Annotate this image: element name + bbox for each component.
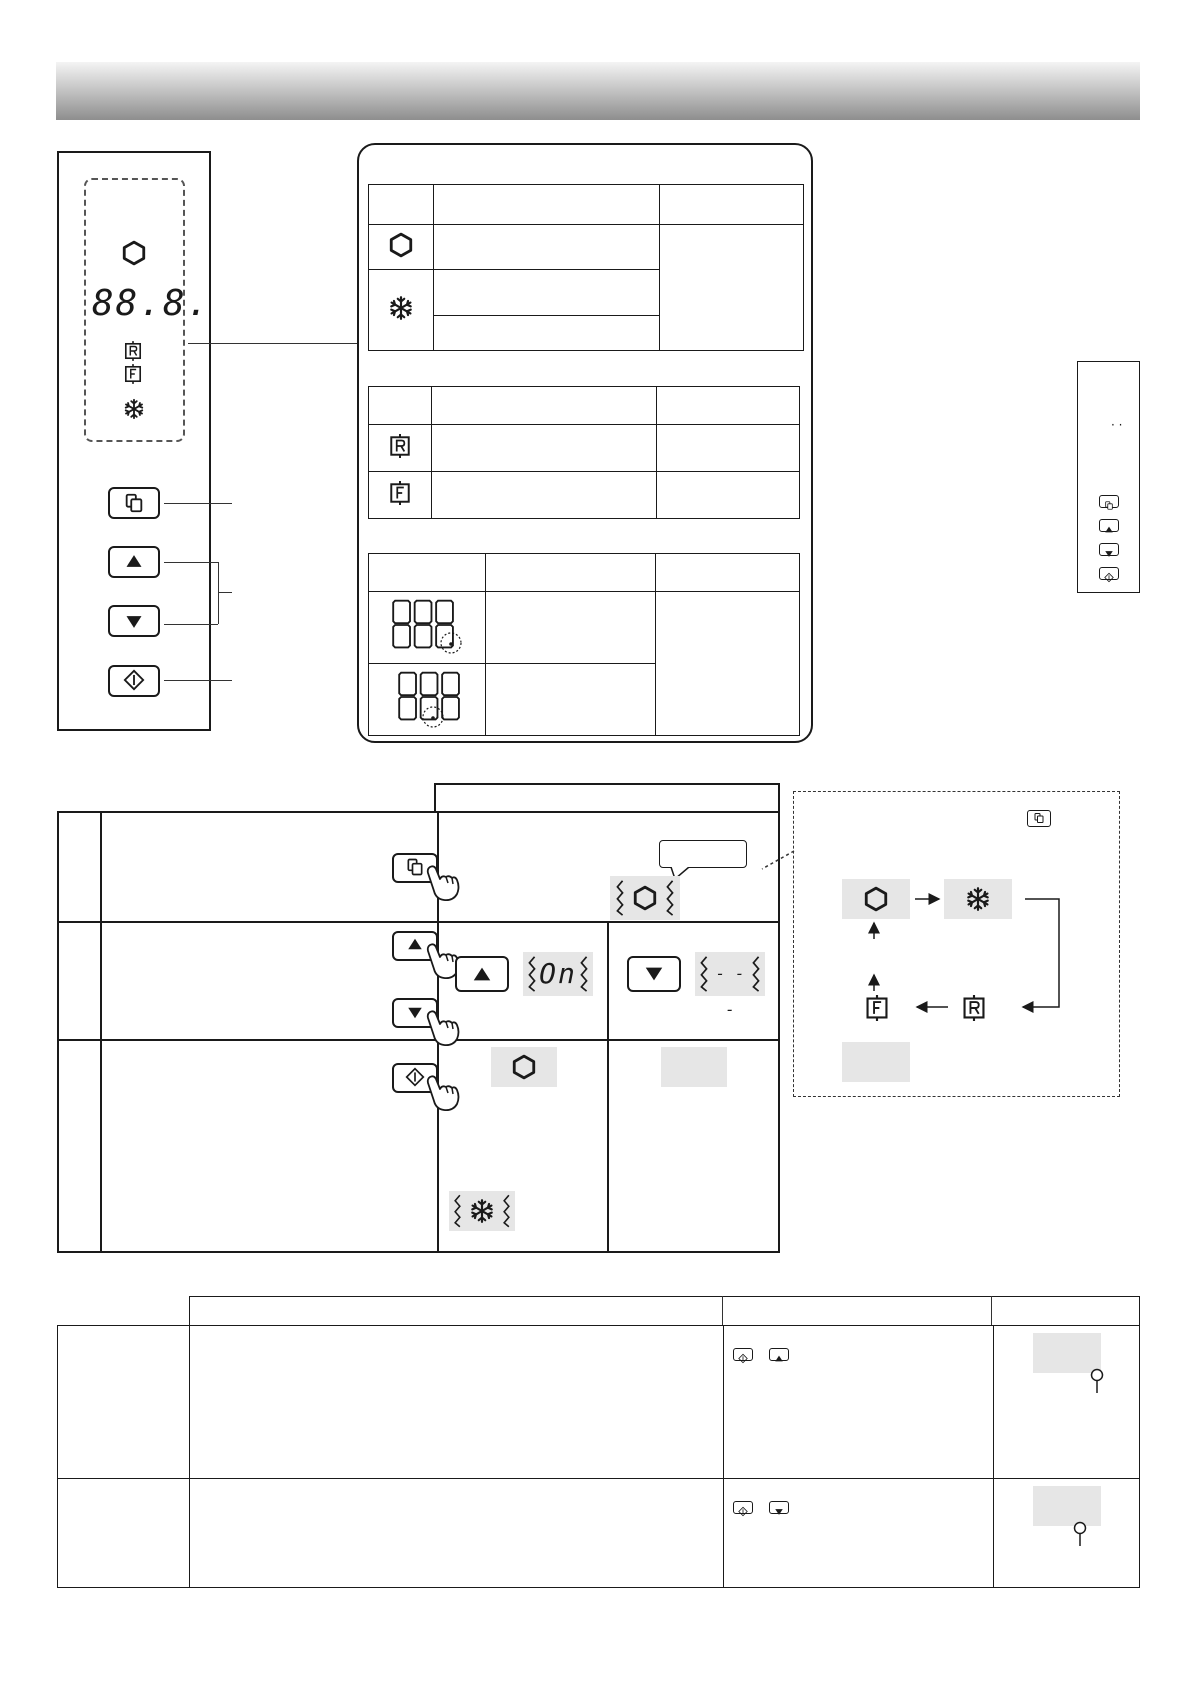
hexagon-icon (388, 232, 414, 258)
lcd-on-display (523, 952, 593, 996)
column-divider (722, 1296, 723, 1326)
start-button[interactable] (733, 1348, 753, 1361)
snowflake-icon (469, 1198, 495, 1224)
f-indicator-icon (389, 481, 411, 505)
zoom-connector (760, 850, 796, 870)
mini-down-button[interactable] (1099, 543, 1119, 556)
hexagon-icon (511, 1054, 537, 1080)
start-icon (734, 1353, 752, 1364)
function-table (57, 1325, 1140, 1588)
down-button[interactable] (627, 956, 681, 992)
blink-right-icon (750, 954, 762, 994)
hexagon-icon (632, 885, 658, 911)
down-button[interactable] (108, 605, 160, 637)
triangle-down-icon (770, 1506, 788, 1517)
start-icon (734, 1506, 752, 1517)
triangle-up-icon (110, 548, 158, 576)
lcd-off-text: - - - (715, 964, 745, 1019)
hexagon-icon (121, 240, 147, 266)
cycle-arrows (793, 791, 1120, 1097)
header-band (56, 62, 1140, 120)
triangle-down-icon (110, 607, 158, 635)
mini-up-button[interactable] (1099, 519, 1119, 532)
blink-right-icon (664, 878, 676, 918)
segment-dot-middle-icon (389, 667, 465, 729)
mode-icon (110, 489, 158, 517)
triangle-up-icon (457, 958, 507, 990)
triangle-up-icon (1100, 524, 1118, 535)
lcd-blank-display (661, 1047, 727, 1087)
segment-readout: 88.8. (92, 283, 211, 324)
speech-callout (659, 840, 747, 868)
lcd-blank-display (1033, 1333, 1101, 1373)
triangle-down-icon (1100, 548, 1118, 559)
mode-icon (1100, 500, 1118, 511)
steps-table (57, 811, 780, 1253)
blink-right-icon (578, 954, 590, 994)
lcd-mode-display (610, 876, 680, 920)
bracket-line (218, 562, 219, 624)
triangle-up-icon (770, 1353, 788, 1364)
blink-left-icon (526, 954, 538, 994)
start-icon (110, 667, 158, 695)
blink-right-icon (501, 1191, 512, 1231)
mode-button[interactable] (108, 487, 160, 519)
lcd-snowflake-display (449, 1191, 515, 1231)
snowflake-icon (388, 295, 414, 321)
legend-table-indicators (368, 386, 800, 519)
start-button[interactable] (733, 1501, 753, 1514)
down-button[interactable] (769, 1501, 789, 1514)
mini-mode-button[interactable] (1099, 495, 1119, 508)
lcd-blank-display (1033, 1486, 1101, 1526)
start-icon (1100, 572, 1118, 583)
r-indicator-icon (124, 341, 142, 361)
mini-display-dots: · · (1111, 418, 1123, 432)
column-divider (991, 1296, 992, 1326)
leader-line (188, 343, 357, 344)
up-button[interactable] (108, 546, 160, 578)
leader-line (218, 592, 232, 593)
lcd-on-text: On (539, 957, 577, 990)
bottom-header-row (189, 1296, 1140, 1326)
up-button[interactable] (769, 1348, 789, 1361)
blink-left-icon (452, 1191, 463, 1231)
steps-header-cell (434, 783, 780, 813)
snowflake-icon (123, 398, 145, 420)
blink-left-icon (614, 878, 626, 918)
indicator-dot-pointer-icon (1090, 1368, 1104, 1394)
start-button[interactable] (108, 665, 160, 697)
f-indicator-icon (124, 364, 142, 384)
up-button[interactable] (455, 956, 509, 992)
leader-line (164, 624, 218, 625)
r-indicator-icon (389, 434, 411, 458)
legend-table-modes (368, 184, 804, 351)
segment-dot-right-icon (389, 595, 465, 657)
mini-start-button[interactable] (1099, 567, 1119, 580)
leader-line (164, 680, 232, 681)
leader-line (164, 562, 218, 563)
lcd-mode-display (491, 1047, 557, 1087)
legend-table-dots (368, 553, 800, 736)
triangle-down-icon (629, 958, 679, 990)
indicator-dot-pointer-icon (1073, 1521, 1087, 1547)
leader-line (164, 503, 232, 504)
lcd-off-display (695, 952, 765, 1019)
